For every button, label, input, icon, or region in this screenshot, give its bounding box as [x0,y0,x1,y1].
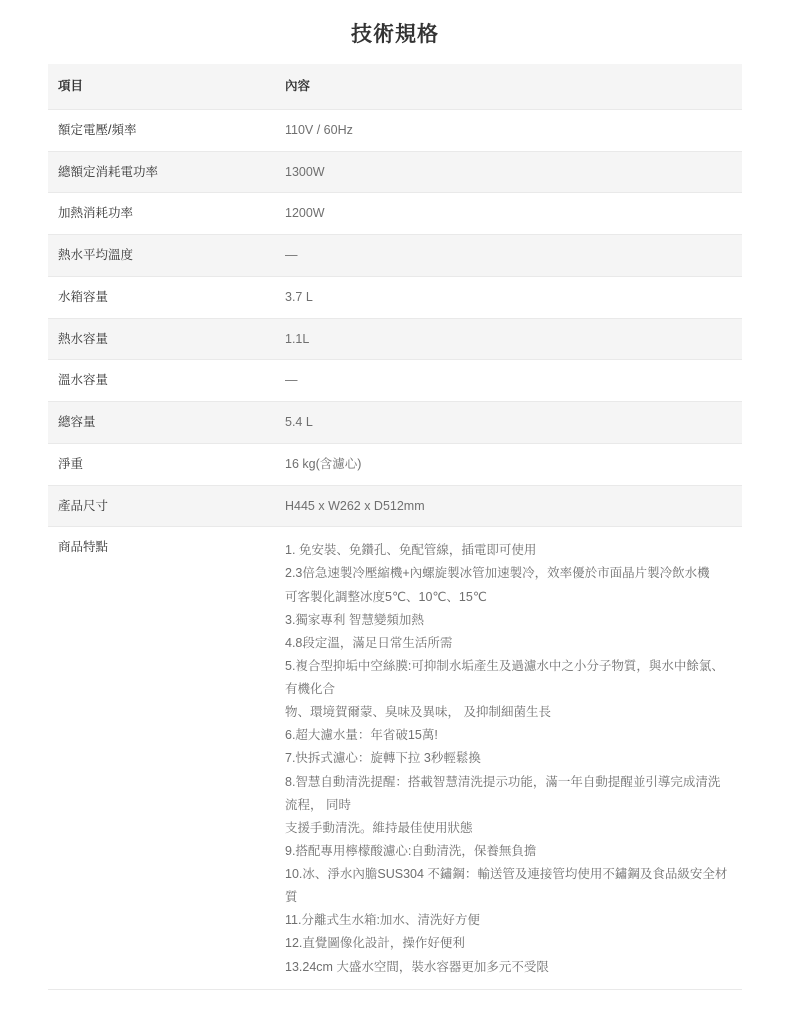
table-row [48,443,742,485]
list-item: 7.快拆式濾心：旋轉下拉 3秒輕鬆換 [285,751,481,766]
table-header-label: 項目 [48,64,275,109]
table-row [48,276,742,318]
row-value: 3.7 L [275,276,742,318]
specification-table [48,64,742,990]
row-value: 1.1L [275,318,742,360]
row-label: 總額定消耗電功率 [48,151,275,193]
table-row [48,318,742,360]
table-row [48,360,742,402]
list-item: 物、環境賀爾蒙、臭味及異味， 及抑制細菌生長 [285,705,551,720]
list-item: 4.8段定溫，滿足日常生活所需 [285,635,453,650]
row-value: — [275,360,742,402]
table-header-row [48,64,742,109]
list-item: 可客製化調整冰度5℃、10℃、15℃ [285,589,487,604]
row-label: 淨重 [48,443,275,485]
table-row [48,151,742,193]
row-label: 熱水平均溫度 [48,235,275,277]
list-item: 9.搭配專用檸檬酸濾心:自動清洗，保養無負擔 [285,843,537,858]
table-row [48,485,742,527]
row-label: 溫水容量 [48,360,275,402]
features-cell [275,527,742,989]
row-label: 水箱容量 [48,276,275,318]
list-item: 1. 免安裝、免鑽孔、免配管線，插電即可使用 [285,543,537,558]
table-header-value: 內容 [275,64,742,109]
row-label: 熱水容量 [48,318,275,360]
row-value: H445 x W262 x D512mm [275,485,742,527]
row-value: 1200W [275,193,742,235]
table-row [48,193,742,235]
list-item: 8.智慧自動清洗提醒：搭載智慧清洗提示功能，滿一年自動提醒並引導完成清洗流程， 同時 [285,774,721,812]
table-row [48,402,742,444]
features-list [285,539,730,978]
row-value: 16 kg(含濾心) [275,443,742,485]
row-label: 額定電壓/頻率 [48,109,275,151]
list-item: 支援手動清洗。維持最佳使用狀態 [285,820,473,835]
list-item: 12.直覺圖像化設計，操作好便利 [285,936,465,951]
list-item: 10.冰、淨水內膽SUS304 不鏽鋼：輸送管及連接管均使用不鏽鋼及食品級安全材質 [285,867,728,905]
specification-table-body [48,64,742,989]
list-item: 13.24cm 大盛水空間，裝水容器更加多元不受限 [285,959,549,974]
row-value: 5.4 L [275,402,742,444]
table-row [48,109,742,151]
page-title: 技術規格 [351,23,439,46]
row-value: 1300W [275,151,742,193]
list-item: 11.分離式生水箱:加水、清洗好方便 [285,913,480,928]
row-label: 加熱消耗功率 [48,193,275,235]
table-row-features [48,527,742,989]
list-item: 2.3倍急速製冷壓縮機+內螺旋製冰管加速製冷，效率優於市面晶片製冷飲水機 [285,566,710,581]
table-row [48,235,742,277]
list-item: 3.獨家專利 智慧變頻加熱 [285,612,424,627]
list-item: 6.超大濾水量：年省破15萬! [285,728,438,743]
list-item: 5.複合型抑垢中空絲膜:可抑制水垢產生及過濾水中之小分子物質，與水中餘氯、有機化合 [285,658,724,696]
row-value: 110V / 60Hz [275,109,742,151]
row-label: 商品特點 [48,527,275,989]
row-label: 總容量 [48,402,275,444]
row-label: 產品尺寸 [48,485,275,527]
row-value: — [275,235,742,277]
